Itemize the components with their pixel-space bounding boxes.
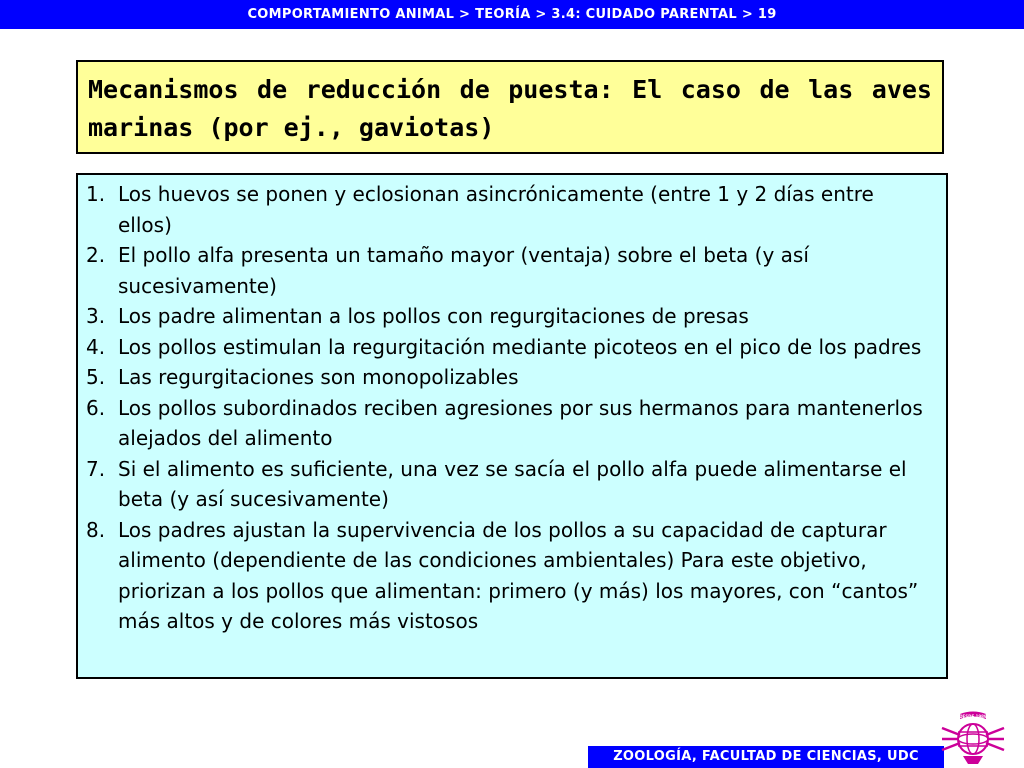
header-breadcrumb: COMPORTAMIENTO ANIMAL > TEORÍA > 3.4: CUIDADO PARENTAL > 19: [0, 0, 1024, 29]
list-item-number: 2.: [86, 243, 106, 267]
udc-university-logo-icon: [940, 708, 1006, 766]
list-item-number: 1.: [86, 182, 106, 206]
list-item: [86, 240, 932, 301]
list-item-text: Los padre alimentan a los pollos con regurgitaciones de presas: [118, 304, 749, 328]
list-item: [86, 332, 932, 363]
list-item: [86, 301, 932, 332]
slide-title: Mecanismos de reducción de puesta: El caso de las aves marinas (por ej., gaviotas): [88, 75, 932, 142]
list-item: [86, 454, 932, 515]
list-item-text: Los pollos subordinados reciben agresiones por sus hermanos para mantenerlos alejados del alimento: [118, 395, 923, 450]
list-item-text: Los padres ajustan la supervivencia de los pollos a su capacidad de capturar alimento (dependiente de las condiciones ambientales) Para este objetivo, priorizan a los pollos que alimentan: primero (y más) los mayores, con “cantos” más altos y de colores más vistosos: [118, 517, 919, 633]
list-item-number: 8.: [86, 517, 106, 542]
footer-label: ZOOLOGÍA, FACULTAD DE CIENCIAS, UDC: [588, 746, 944, 768]
list-item-number: 6.: [86, 395, 106, 420]
list-item: [86, 515, 932, 637]
list-item-text: Si el alimento es suficiente, una vez se sacía el pollo alfa puede alimentarse el beta (y así sucesivamente): [118, 456, 907, 511]
list-item: [86, 362, 932, 393]
list-item-text: Las regurgitaciones son monopolizables: [118, 365, 519, 389]
logo-banner-text: DESDE 1989: [959, 714, 987, 719]
list-item-number: 3.: [86, 304, 106, 328]
list-item-number: 5.: [86, 365, 106, 389]
list-item-text: Los huevos se ponen y eclosionan asincrónicamente (entre 1 y 2 días entre ellos): [118, 182, 874, 237]
list-item: [86, 393, 932, 454]
list-item-number: 7.: [86, 456, 106, 481]
list-item: [86, 179, 932, 240]
list-item-text: El pollo alfa presenta un tamaño mayor (ventaja) sobre el beta (y así sucesivamente): [118, 243, 809, 298]
list-item-text: Los pollos estimulan la regurgitación mediante picoteos en el pico de los padres: [118, 334, 922, 359]
list-item-number: 4.: [86, 334, 106, 359]
mechanism-list: [86, 179, 932, 637]
content-box: [76, 173, 948, 679]
title-box: [76, 60, 944, 154]
